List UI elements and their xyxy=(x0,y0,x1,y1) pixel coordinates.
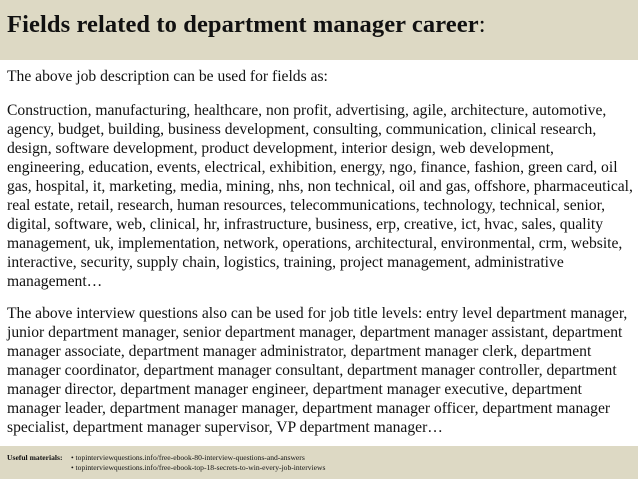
useful-materials-label xyxy=(7,453,71,463)
useful-materials xyxy=(7,453,325,472)
fields-paragraph: Construction, manufacturing, healthcare, non profit, advertising, agile, architecture, automotive, agency, budget, building, business development, consulting, communication, clinical research, design, software development, product development, interior design, web development, engineering, education, events, electrical, exhibition, energy, ngo, finance, fashion, green card, oil gas, hospital, it, marketing, media, mining, nhs, non technical, oil and gas, offshore, pharmaceutical, real estate, retail, research, human resources, telecommunications, technology, technical, senior, digital, software, web, clinical, hr, infrastructure, business, erp, creative, ict, hvac, sales, quality management, uk, implementation, network, operations, architectural, environmental, crm, website, interactive, security, supply chain, logistics, training, project management, administrative management… xyxy=(7,102,633,290)
footer-link-1[interactable]: • topinterviewquestions.info/free-ebook-80-interview-questions-and-answers xyxy=(71,453,305,462)
main-content xyxy=(7,67,633,437)
footer-row-1 xyxy=(7,453,325,463)
page-title-colon: : xyxy=(478,11,486,38)
useful-materials-label-separator: : xyxy=(59,453,63,462)
footer-row-2 xyxy=(7,463,325,473)
job-levels-paragraph: The above interview questions also can be used for job title levels: entry level department manager, junior department manager, senior department manager, department manager assistant, department manager associate, department manager administrator, department manager clerk, department manager coordinator, department manager consultant, department manager controller, department manager director, department manager engineer, department manager executive, department manager leader, department manager manager, department manager officer, department manager specialist, department manager supervisor, VP department manager… xyxy=(7,305,628,436)
intro-paragraph: The above job description can be used for fields as: xyxy=(7,68,328,85)
page-title xyxy=(7,11,486,39)
page-title-text: Fields related to department manager career xyxy=(7,11,479,38)
footer-banner xyxy=(0,446,638,479)
title-banner xyxy=(0,0,638,60)
useful-materials-label-text: Useful materials xyxy=(7,453,60,462)
footer-link-2[interactable]: • topinterviewquestions.info/free-ebook-top-18-secrets-to-win-every-job-interviews xyxy=(71,462,326,472)
